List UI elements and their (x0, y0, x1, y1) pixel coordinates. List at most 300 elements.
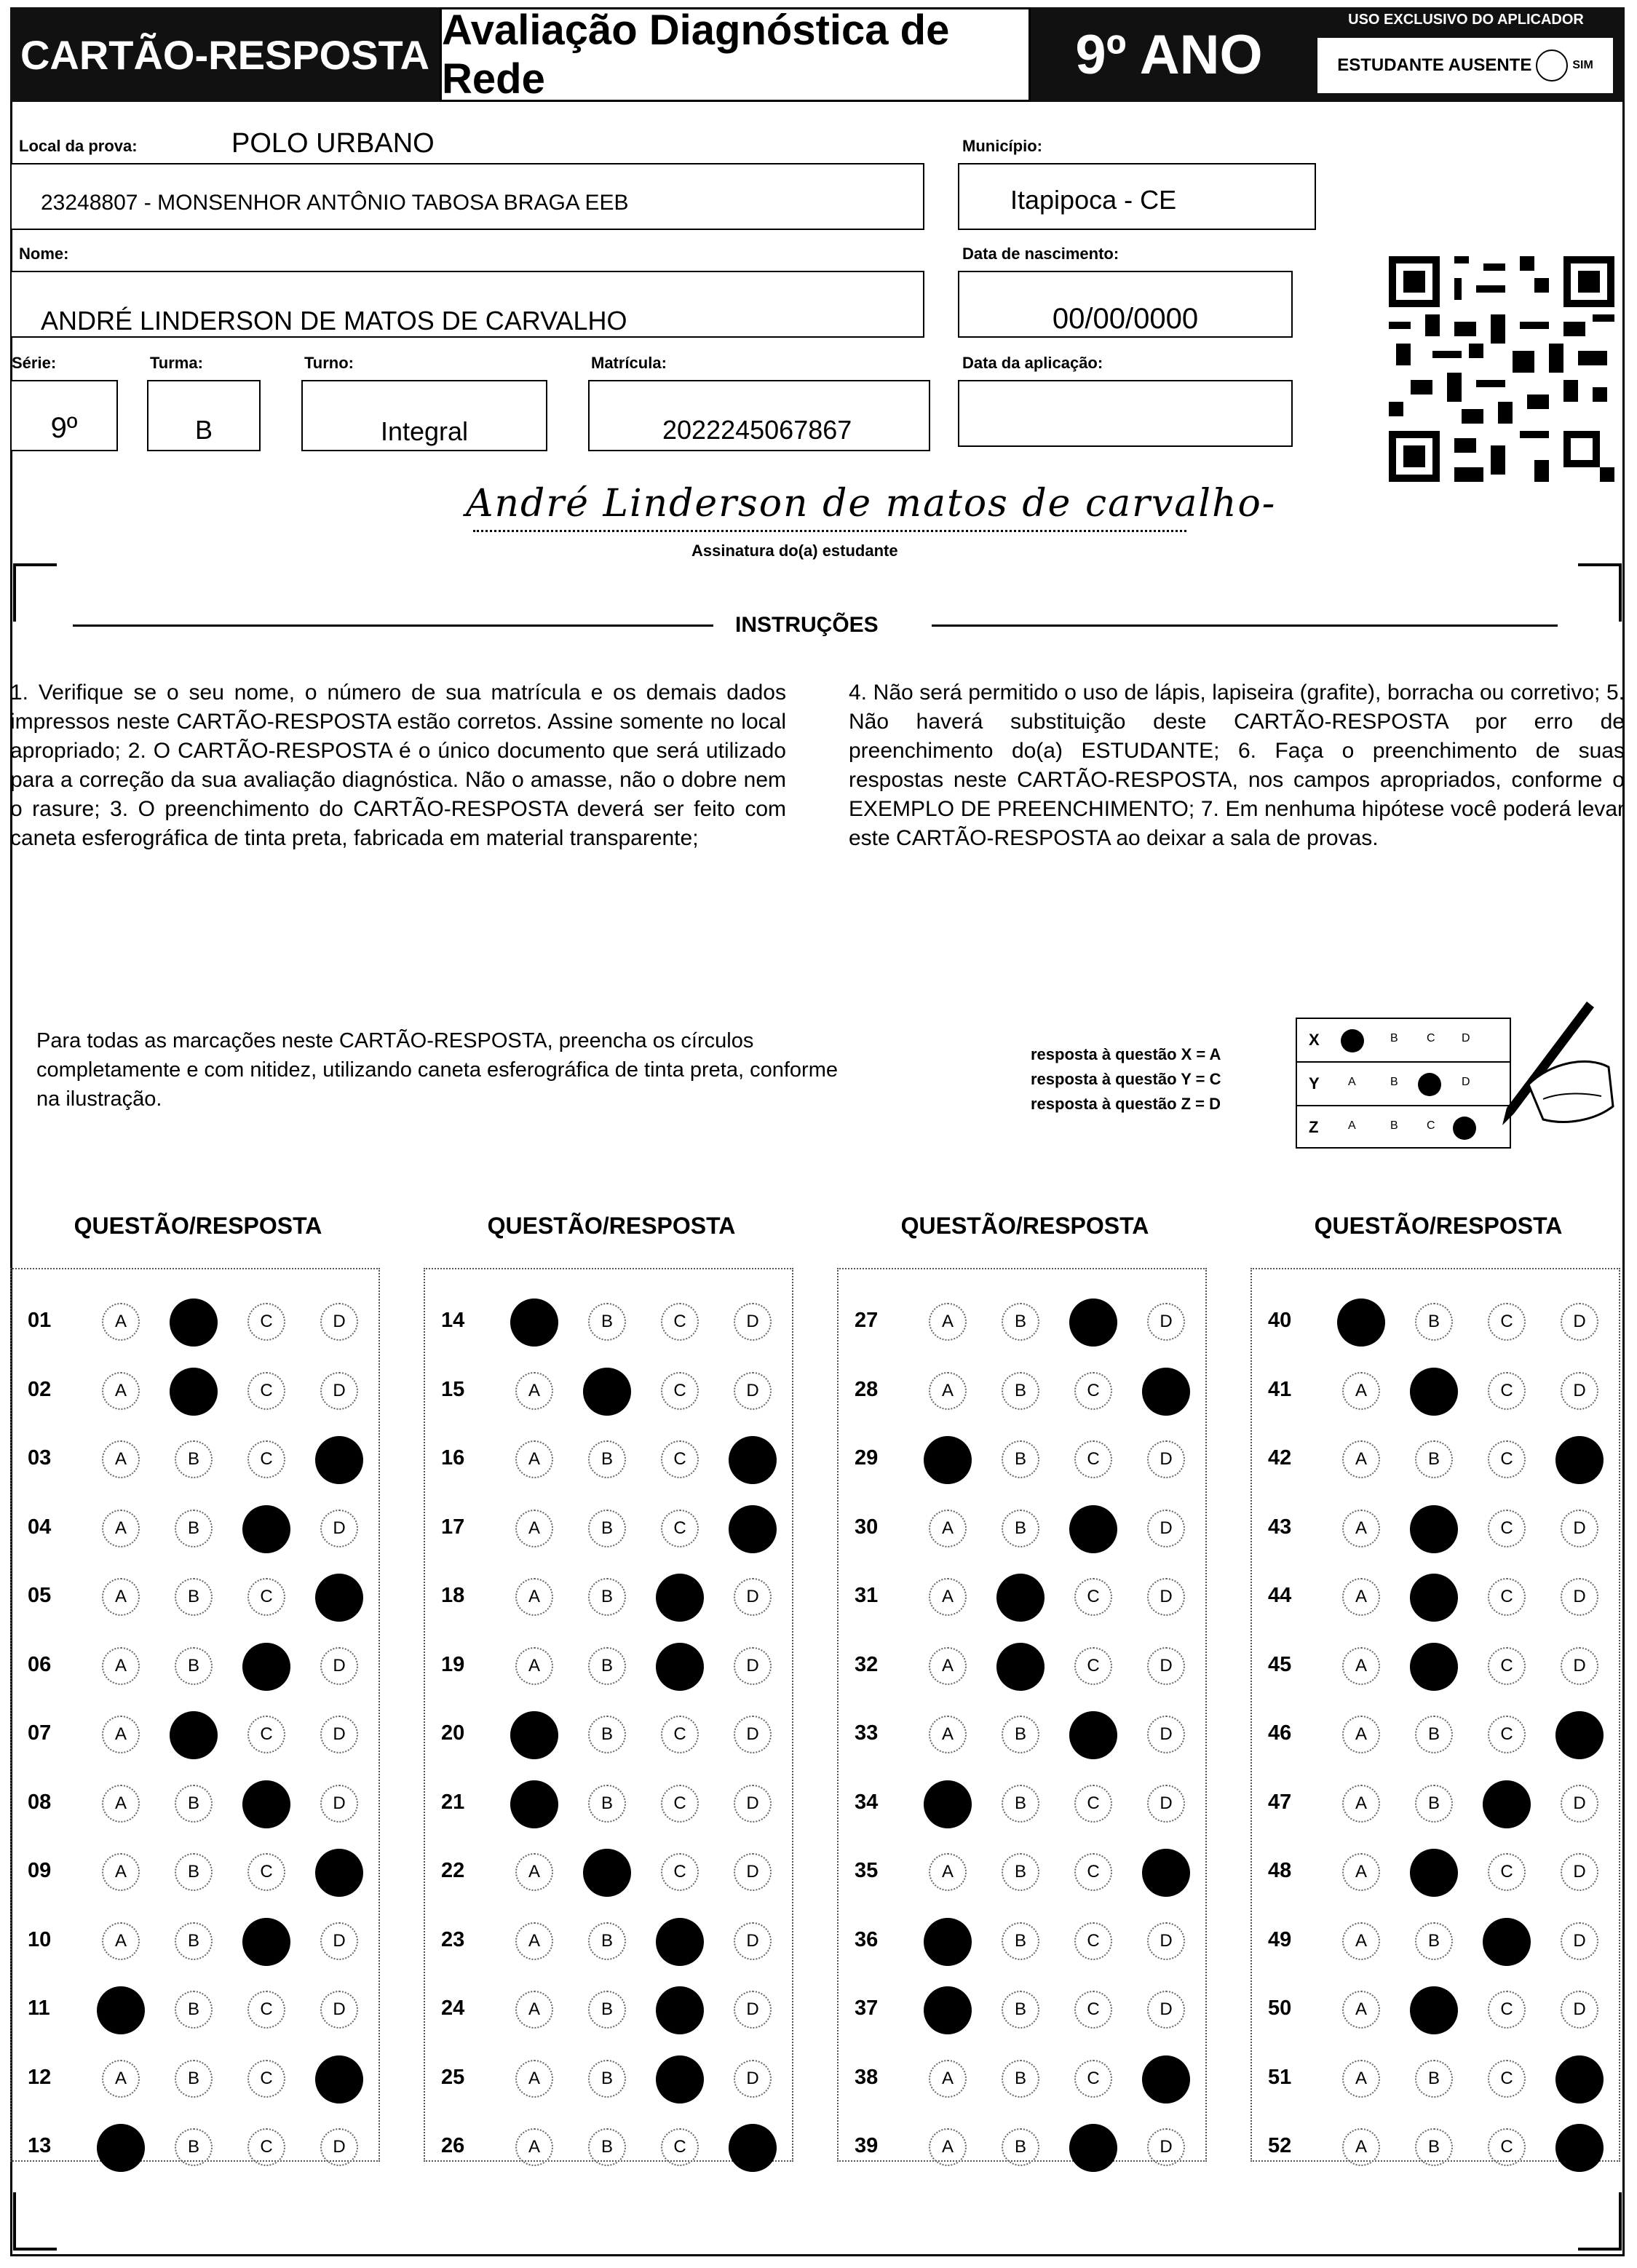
answer-bubble-d[interactable]: D (320, 1647, 358, 1685)
answer-bubble-a[interactable]: A (1342, 1853, 1380, 1891)
answer-row (839, 1711, 1205, 1755)
answer-bubble-a[interactable]: A (102, 1510, 140, 1547)
answer-bubble-b[interactable]: B (1002, 1716, 1039, 1753)
answer-bubble-c[interactable]: C (1074, 1853, 1112, 1891)
answer-row (12, 2124, 378, 2168)
answer-bubble-a[interactable]: A (102, 1647, 140, 1685)
answer-bubble-a[interactable]: A (510, 1711, 558, 1759)
answer-bubble-b[interactable]: B (1415, 1922, 1453, 1960)
answer-bubble-a[interactable]: A (102, 1440, 140, 1478)
answer-bubble-d[interactable]: D (734, 1991, 772, 2029)
answer-bubble-d[interactable]: D (315, 2055, 363, 2104)
applicator-panel (1307, 7, 1625, 102)
answer-row (1252, 2124, 1619, 2168)
question-number: 34 (855, 1790, 879, 1814)
answer-bubble-c[interactable]: C (661, 1440, 699, 1478)
answer-bubble-a[interactable]: A (515, 2060, 553, 2098)
answer-bubble-b[interactable]: B (1002, 2060, 1039, 2098)
answer-bubble-b[interactable]: B (1415, 1303, 1453, 1341)
answer-bubble-d[interactable]: D (734, 1578, 772, 1616)
answer-row (425, 1849, 792, 1892)
answer-bubble-b[interactable]: B (175, 1440, 213, 1478)
answer-bubble-c[interactable]: C (1069, 1298, 1117, 1347)
answer-bubble-a[interactable]: A (1342, 2128, 1380, 2166)
answer-bubble-a[interactable]: A (929, 1578, 967, 1616)
answer-bubble-c[interactable]: C (1488, 2060, 1526, 2098)
answer-bubble-b[interactable]: B (1002, 1372, 1039, 1410)
answer-bubble-c[interactable]: C (1069, 2124, 1117, 2172)
example-grid (1296, 1018, 1511, 1149)
answer-bubble-b[interactable]: B (175, 1510, 213, 1547)
instructions-right: 4. Não será permitido o uso de lápis, lapiseira (grafite), borracha ou corretivo; 5. Não haverá substituição deste CARTÃO-RESPOSTA por erro de preenchimento do(a) ESTUDANTE; 6. Faça o preenchimento de suas respostas neste CARTÃO-RESPOSTA, nos campos apropriados, conforme o EXEMPLO DE PREENCHIMENTO; 7. Em nenhuma hipótese você poderá levar este CARTÃO-RESPOSTA ao deixar a sala de provas. (849, 681, 1625, 850)
nome-field (10, 271, 924, 338)
answer-bubble-c[interactable]: C (247, 1303, 285, 1341)
answer-bubble-a[interactable]: A (924, 1986, 972, 2034)
answer-row (425, 1918, 792, 1962)
answer-bubble-b[interactable]: B (588, 1922, 626, 1960)
applicator-only-label: USO EXCLUSIVO DO APLICADOR (1348, 12, 1584, 28)
answer-bubble-d[interactable]: D (1555, 2055, 1604, 2104)
answer-bubble-a[interactable]: A (102, 1716, 140, 1753)
answer-bubble-b[interactable]: B (588, 1303, 626, 1341)
answer-bubble-a[interactable]: A (1342, 1440, 1380, 1478)
answer-bubble-d[interactable]: D (1561, 1785, 1598, 1823)
answer-bubble-a[interactable]: A (924, 1780, 972, 1828)
answer-row (839, 1780, 1205, 1824)
answer-column-2 (424, 1268, 793, 2162)
answer-bubble-d[interactable]: D (729, 1505, 777, 1553)
answer-bubble-a[interactable]: A (97, 2124, 145, 2172)
question-number: 44 (1268, 1584, 1292, 1607)
example-line-y: resposta à questão Y = C (1031, 1070, 1221, 1088)
answer-row (839, 1574, 1205, 1617)
answer-bubble-a[interactable]: A (929, 1372, 967, 1410)
answer-bubble-d[interactable]: D (320, 1785, 358, 1823)
answer-bubble-a[interactable]: A (515, 1991, 553, 2029)
question-number: 07 (28, 1721, 52, 1745)
answer-bubble-d[interactable]: D (315, 1436, 363, 1484)
answer-bubble-d[interactable]: D (734, 1922, 772, 1960)
answer-bubble-b[interactable]: B (588, 2128, 626, 2166)
answer-bubble-a[interactable]: A (97, 1986, 145, 2034)
question-number: 52 (1268, 2134, 1292, 2157)
local-value: POLO URBANO (231, 128, 435, 159)
matricula-field (588, 380, 930, 451)
instructions-title: INSTRUÇÕES (735, 613, 879, 637)
answer-bubble-a[interactable]: A (1342, 1922, 1380, 1960)
answer-bubble-d[interactable]: D (1561, 1647, 1598, 1685)
question-number: 50 (1268, 1997, 1292, 2020)
answer-bubble-c[interactable]: C (661, 2128, 699, 2166)
answer-bubble-c[interactable]: C (1074, 1647, 1112, 1685)
question-number: 10 (28, 1927, 52, 1951)
answer-bubble-b[interactable]: B (588, 2060, 626, 2098)
answer-bubble-d[interactable]: D (1561, 1991, 1598, 2029)
answer-bubble-b[interactable]: B (1002, 1853, 1039, 1891)
answer-row (12, 2055, 378, 2099)
answer-row (12, 1505, 378, 1549)
answer-bubble-a[interactable]: A (515, 1922, 553, 1960)
answer-bubble-a[interactable]: A (102, 1785, 140, 1823)
answer-row (839, 2055, 1205, 2099)
answer-bubble-c[interactable]: C (1069, 1505, 1117, 1553)
local-label: Local da prova: (19, 137, 138, 155)
answer-bubble-b[interactable]: B (1410, 1574, 1458, 1622)
answer-row (425, 2055, 792, 2099)
answer-bubble-c[interactable]: C (242, 1918, 290, 1966)
answer-bubble-d[interactable]: D (1147, 1578, 1185, 1616)
answer-bubble-a[interactable]: A (515, 1372, 553, 1410)
answer-bubble-a[interactable]: A (1342, 1510, 1380, 1547)
answer-bubble-a[interactable]: A (102, 1303, 140, 1341)
answer-bubble-c[interactable]: C (656, 1986, 704, 2034)
answer-bubble-d[interactable]: D (320, 2128, 358, 2166)
turma-value: B (194, 415, 213, 445)
answer-bubble-a[interactable]: A (929, 2060, 967, 2098)
answer-bubble-c[interactable]: C (1074, 1440, 1112, 1478)
answer-bubble-d[interactable]: D (729, 2124, 777, 2172)
answer-bubble-a[interactable]: A (929, 2128, 967, 2166)
answer-bubble-c[interactable]: C (1483, 1918, 1531, 1966)
question-number: 37 (855, 1997, 879, 2020)
answer-bubble-c[interactable]: C (1074, 2060, 1112, 2098)
answer-bubble-d[interactable]: D (320, 1991, 358, 2029)
answer-bubble-a[interactable]: A (515, 1647, 553, 1685)
answer-bubble-c[interactable]: C (661, 1510, 699, 1547)
answer-bubble-c[interactable]: C (661, 1372, 699, 1410)
example-option: A (1348, 1076, 1356, 1088)
answer-bubble-a[interactable]: A (515, 1510, 553, 1547)
answer-bubble-c[interactable]: C (247, 2060, 285, 2098)
example-filled-bubble (1453, 1117, 1476, 1140)
answer-bubble-a[interactable]: A (929, 1853, 967, 1891)
answer-bubble-c[interactable]: C (247, 2128, 285, 2166)
municipio-value: Itapipoca - CE (1010, 185, 1177, 215)
answer-bubble-c[interactable]: C (656, 2055, 704, 2104)
question-number: 51 (1268, 2065, 1292, 2089)
question-header-4: QUESTÃO/RESPOSTA (1314, 1213, 1563, 1239)
answer-row (425, 1574, 792, 1617)
answer-bubble-b[interactable]: B (1002, 2128, 1039, 2166)
answer-bubble-d[interactable]: D (1555, 2124, 1604, 2172)
instructions-left: 1. Verifique se o seu nome, o número de sua matrícula e os demais dados impressos neste CARTÃO-RESPOSTA estão corretos. Assine somente no local apropriado; 2. O CARTÃO-RESPOSTA é o único documento que será utilizado para a correção da sua avaliação diagnóstica. Não o amasse, não o dobre nem o rasure; 3. O preenchimento do CARTÃO-RESPOSTA deverá ser feito com caneta esferográfica de tinta preta, fabricada em material transparente; (10, 681, 786, 850)
answer-bubble-d[interactable]: D (1555, 1436, 1604, 1484)
answer-bubble-d[interactable]: D (315, 1574, 363, 1622)
answer-bubble-d[interactable]: D (320, 1303, 358, 1341)
answer-bubble-a[interactable]: A (510, 1298, 558, 1347)
answer-bubble-b[interactable]: B (1002, 1303, 1039, 1341)
answer-bubble-d[interactable]: D (1561, 1578, 1598, 1616)
example-option: A (1348, 1119, 1356, 1132)
answer-bubble-d[interactable]: D (1561, 1922, 1598, 1960)
answer-bubble-a[interactable]: A (102, 1853, 140, 1891)
answer-bubble-c[interactable]: C (247, 1853, 285, 1891)
answer-row (839, 1849, 1205, 1892)
absent-checkbox[interactable] (1536, 49, 1568, 82)
question-number: 39 (855, 2134, 879, 2157)
answer-bubble-c[interactable]: C (1074, 1922, 1112, 1960)
answer-row (425, 1986, 792, 2030)
answer-bubble-a[interactable]: A (102, 2060, 140, 2098)
answer-bubble-d[interactable]: D (320, 1922, 358, 1960)
answer-row (839, 1436, 1205, 1480)
answer-row (839, 1368, 1205, 1411)
answer-bubble-d[interactable]: D (1555, 1711, 1604, 1759)
answer-bubble-b[interactable]: B (170, 1711, 218, 1759)
answer-bubble-a[interactable]: A (1337, 1298, 1385, 1347)
answer-row (425, 1780, 792, 1824)
question-number: 20 (441, 1721, 465, 1745)
answer-bubble-a[interactable]: A (102, 1922, 140, 1960)
answer-row (1252, 2055, 1619, 2099)
answer-bubble-b[interactable]: B (1002, 1991, 1039, 2029)
answer-bubble-c[interactable]: C (1488, 1647, 1526, 1685)
answer-bubble-d[interactable]: D (320, 1510, 358, 1547)
answer-bubble-a[interactable]: A (924, 1918, 972, 1966)
turma-field (147, 380, 261, 451)
answer-bubble-a[interactable]: A (1342, 1991, 1380, 2029)
answer-bubble-c[interactable]: C (1488, 1372, 1526, 1410)
answer-bubble-a[interactable]: A (929, 1303, 967, 1341)
answer-row (425, 1505, 792, 1549)
answer-bubble-a[interactable]: A (929, 1647, 967, 1685)
answer-bubble-b[interactable]: B (1415, 1716, 1453, 1753)
answer-bubble-a[interactable]: A (1342, 1578, 1380, 1616)
answer-bubble-c[interactable]: C (1488, 1991, 1526, 2029)
answer-bubble-c[interactable]: C (1074, 1372, 1112, 1410)
answer-bubble-a[interactable]: A (1342, 1647, 1380, 1685)
answer-bubble-c[interactable]: C (242, 1505, 290, 1553)
answer-bubble-b[interactable]: B (1415, 2060, 1453, 2098)
question-number: 04 (28, 1515, 52, 1539)
answer-bubble-b[interactable]: B (583, 1849, 631, 1897)
answer-bubble-d[interactable]: D (1147, 1647, 1185, 1685)
question-number: 28 (855, 1377, 879, 1401)
question-number: 47 (1268, 1790, 1292, 1814)
answer-bubble-a[interactable]: A (515, 1578, 553, 1616)
instructions-rule-right (932, 625, 1558, 627)
answer-bubble-d[interactable]: D (1561, 1303, 1598, 1341)
answer-bubble-c[interactable]: C (656, 1574, 704, 1622)
card-title: CARTÃO-RESPOSTA (10, 7, 440, 102)
signature-caption: Assinatura do(a) estudante (691, 542, 898, 560)
answer-bubble-c[interactable]: C (656, 1918, 704, 1966)
answer-bubble-b[interactable]: B (1415, 1440, 1453, 1478)
answer-bubble-d[interactable]: D (1147, 1991, 1185, 2029)
answer-bubble-d[interactable]: D (1147, 1716, 1185, 1753)
answer-bubble-c[interactable]: C (1074, 1991, 1112, 2029)
answer-bubble-b[interactable]: B (1002, 1922, 1039, 1960)
question-number: 03 (28, 1446, 52, 1470)
answer-bubble-a[interactable]: A (1342, 1372, 1380, 1410)
answer-bubble-b[interactable]: B (175, 2128, 213, 2166)
answer-bubble-d[interactable]: D (1147, 1922, 1185, 1960)
answer-bubble-d[interactable]: D (320, 1716, 358, 1753)
answer-bubble-d[interactable]: D (1147, 1303, 1185, 1341)
answer-bubble-b[interactable]: B (1410, 1505, 1458, 1553)
answer-bubble-d[interactable]: D (1142, 2055, 1190, 2104)
answer-bubble-b[interactable]: B (175, 1647, 213, 1685)
question-number: 30 (855, 1515, 879, 1539)
answer-bubble-b[interactable]: B (1002, 1440, 1039, 1478)
answer-bubble-a[interactable]: A (102, 1372, 140, 1410)
answer-row (839, 1505, 1205, 1549)
question-number: 48 (1268, 1859, 1292, 1882)
answer-bubble-c[interactable]: C (247, 1716, 285, 1753)
answer-bubble-b[interactable]: B (996, 1574, 1045, 1622)
answer-bubble-a[interactable]: A (1342, 2060, 1380, 2098)
answer-bubble-b[interactable]: B (175, 2060, 213, 2098)
question-number: 29 (855, 1446, 879, 1470)
answer-bubble-d[interactable]: D (1561, 1510, 1598, 1547)
answer-bubble-d[interactable]: D (734, 1785, 772, 1823)
answer-bubble-d[interactable]: D (1147, 1440, 1185, 1478)
answer-bubble-b[interactable]: B (175, 1785, 213, 1823)
answer-row (1252, 1986, 1619, 2030)
answer-bubble-b[interactable]: B (1410, 1849, 1458, 1897)
question-number: 14 (441, 1309, 465, 1332)
answer-bubble-c[interactable]: C (1488, 1510, 1526, 1547)
answer-bubble-d[interactable]: D (734, 1716, 772, 1753)
answer-bubble-b[interactable]: B (588, 1647, 626, 1685)
answer-bubble-b[interactable]: B (170, 1368, 218, 1416)
answer-bubble-d[interactable]: D (320, 1372, 358, 1410)
answer-bubble-a[interactable]: A (515, 2128, 553, 2166)
answer-bubble-b[interactable]: B (175, 1578, 213, 1616)
answer-bubble-a[interactable]: A (1342, 1716, 1380, 1753)
school-value: 23248807 - MONSENHOR ANTÔNIO TABOSA BRAGA EEB (41, 191, 629, 215)
answer-bubble-b[interactable]: B (588, 1716, 626, 1753)
answer-bubble-b[interactable]: B (175, 1991, 213, 2029)
answer-bubble-b[interactable]: B (175, 1922, 213, 1960)
evaluation-title: Avaliação Diagnóstica de Rede (440, 7, 1031, 102)
answer-row (425, 1368, 792, 1411)
answer-bubble-b[interactable]: B (1415, 2128, 1453, 2166)
answer-bubble-b[interactable]: B (1415, 1785, 1453, 1823)
answer-row (839, 1643, 1205, 1686)
answer-bubble-d[interactable]: D (734, 2060, 772, 2098)
answer-bubble-c[interactable]: C (1074, 1785, 1112, 1823)
answer-bubble-c[interactable]: C (242, 1643, 290, 1691)
answer-bubble-b[interactable]: B (1002, 1785, 1039, 1823)
answer-bubble-a[interactable]: A (929, 1716, 967, 1753)
question-number: 40 (1268, 1309, 1292, 1332)
answer-row (425, 1711, 792, 1755)
answer-bubble-c[interactable]: C (661, 1785, 699, 1823)
answer-bubble-b[interactable]: B (588, 1510, 626, 1547)
answer-bubble-b[interactable]: B (588, 1578, 626, 1616)
answer-bubble-d[interactable]: D (1147, 2128, 1185, 2166)
answer-bubble-a[interactable]: A (102, 1578, 140, 1616)
answer-bubble-a[interactable]: A (1342, 1785, 1380, 1823)
answer-bubble-b[interactable]: B (588, 1991, 626, 2029)
answer-bubble-c[interactable]: C (656, 1643, 704, 1691)
answer-bubble-c[interactable]: C (247, 1991, 285, 2029)
answer-bubble-d[interactable]: D (734, 1647, 772, 1685)
answer-bubble-d[interactable]: D (1147, 1785, 1185, 1823)
answer-bubble-b[interactable]: B (1410, 1643, 1458, 1691)
example-legend (1031, 1042, 1221, 1117)
answer-bubble-d[interactable]: D (1561, 1853, 1598, 1891)
answer-bubble-c[interactable]: C (1488, 1853, 1526, 1891)
answer-bubble-b[interactable]: B (1002, 1510, 1039, 1547)
answer-bubble-c[interactable]: C (1074, 1578, 1112, 1616)
answer-bubble-c[interactable]: C (1488, 1303, 1526, 1341)
answer-bubble-a[interactable]: A (510, 1780, 558, 1828)
absent-option: SIM (1572, 59, 1593, 71)
answer-bubble-b[interactable]: B (1410, 1368, 1458, 1416)
answer-bubble-b[interactable]: B (170, 1298, 218, 1347)
answer-bubble-c[interactable]: C (242, 1780, 290, 1828)
answer-bubble-d[interactable]: D (1147, 1510, 1185, 1547)
answer-bubble-c[interactable]: C (661, 1303, 699, 1341)
nome-value: ANDRÉ LINDERSON DE MATOS DE CARVALHO (41, 306, 627, 336)
answer-row (12, 1711, 378, 1755)
answer-bubble-b[interactable]: B (588, 1440, 626, 1478)
answer-row (1252, 1711, 1619, 1755)
question-number: 08 (28, 1790, 52, 1814)
answer-bubble-d[interactable]: D (734, 1372, 772, 1410)
answer-bubble-a[interactable]: A (929, 1510, 967, 1547)
answer-bubble-c[interactable]: C (661, 1853, 699, 1891)
answer-bubble-d[interactable]: D (1561, 1372, 1598, 1410)
answer-bubble-d[interactable]: D (734, 1303, 772, 1341)
answer-bubble-c[interactable]: C (247, 1440, 285, 1478)
example-option: B (1390, 1076, 1398, 1088)
answer-bubble-c[interactable]: C (1488, 2128, 1526, 2166)
question-number: 41 (1268, 1377, 1292, 1401)
question-number: 12 (28, 2065, 52, 2089)
matricula-label: Matrícula: (591, 354, 667, 372)
answer-bubble-c[interactable]: C (661, 1716, 699, 1753)
answer-bubble-c[interactable]: C (1488, 1578, 1526, 1616)
answer-bubble-b[interactable]: B (583, 1368, 631, 1416)
question-number: 17 (441, 1515, 465, 1539)
answer-row (425, 1298, 792, 1342)
answer-bubble-c[interactable]: C (1488, 1440, 1526, 1478)
answer-bubble-d[interactable]: D (729, 1436, 777, 1484)
municipio-label: Município: (962, 137, 1042, 155)
answer-row (839, 1918, 1205, 1962)
answer-bubble-b[interactable]: B (175, 1853, 213, 1891)
corner-bottom-right (1578, 2192, 1622, 2251)
answer-bubble-c[interactable]: C (1069, 1711, 1117, 1759)
answer-bubble-a[interactable]: A (515, 1440, 553, 1478)
answer-bubble-c[interactable]: C (247, 1372, 285, 1410)
answer-bubble-c[interactable]: C (247, 1578, 285, 1616)
answer-bubble-b[interactable]: B (588, 1785, 626, 1823)
answer-bubble-d[interactable]: D (1142, 1368, 1190, 1416)
qr-code (1389, 256, 1614, 482)
answer-bubble-b[interactable]: B (996, 1643, 1045, 1691)
signature-line (473, 530, 1186, 532)
answer-bubble-d[interactable]: D (315, 1849, 363, 1897)
answer-column-4 (1250, 1268, 1620, 2162)
answer-bubble-c[interactable]: C (1483, 1780, 1531, 1828)
example-line-x: resposta à questão X = A (1031, 1045, 1221, 1063)
answer-bubble-c[interactable]: C (1488, 1716, 1526, 1753)
answer-row (12, 1436, 378, 1480)
example-option: C (1427, 1032, 1435, 1044)
answer-bubble-d[interactable]: D (1142, 1849, 1190, 1897)
answer-row (839, 1986, 1205, 2030)
answer-bubble-a[interactable]: A (924, 1436, 972, 1484)
question-number: 22 (441, 1859, 465, 1882)
answer-bubble-d[interactable]: D (734, 1853, 772, 1891)
answer-bubble-b[interactable]: B (1410, 1986, 1458, 2034)
answer-bubble-a[interactable]: A (515, 1853, 553, 1891)
example-option: D (1462, 1076, 1470, 1088)
